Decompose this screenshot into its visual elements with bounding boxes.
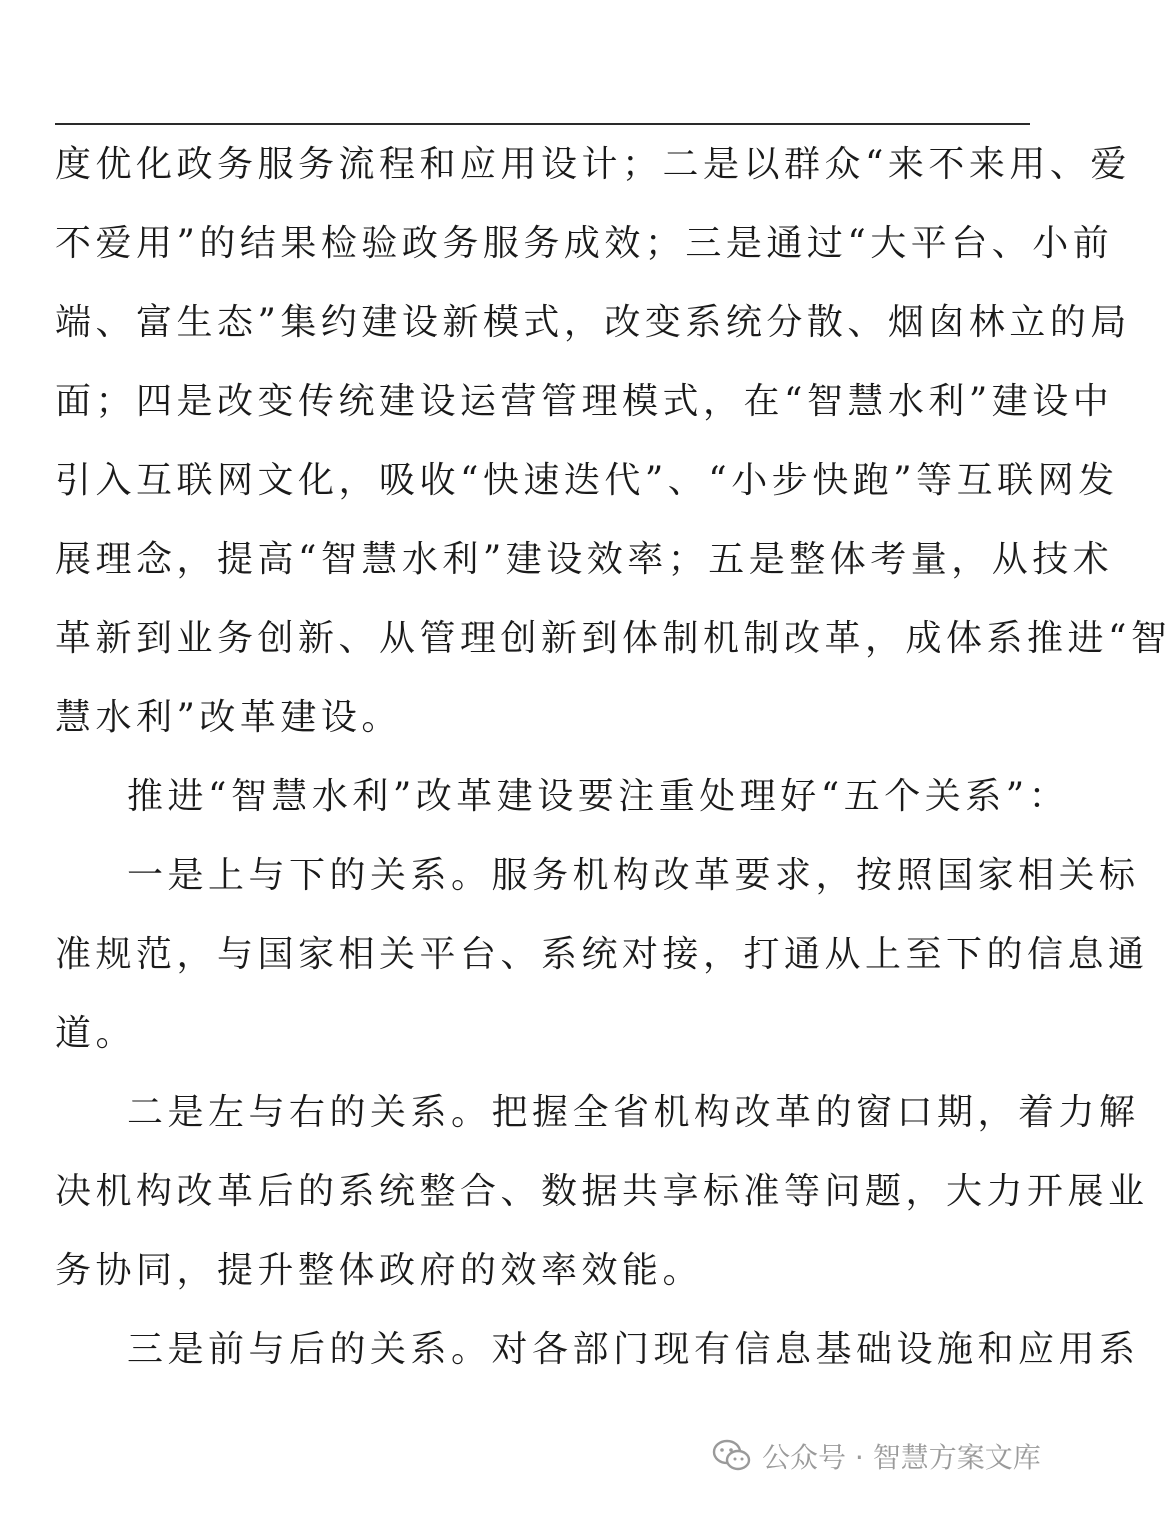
text-line: 端、富生态”集约建设新模式，改变系统分散、烟囱林立的局 <box>55 302 1131 343</box>
text-line: 慧水利”改革建设。 <box>55 697 402 738</box>
text-line: 不爱用”的结果检验政务服务成效；三是通过“大平台、小前 <box>55 223 1114 264</box>
text-line: 准规范，与国家相关平台、系统对接，打通从上至下的信息通 <box>55 934 1149 975</box>
text-line: 革新到业务创新、从管理创新到体制机制改革，成体系推进“智 <box>55 618 1171 659</box>
text-line: 务协同，提升整体政府的效率效能。 <box>55 1250 704 1291</box>
text-line: 三是前与后的关系。对各部门现有信息基础设施和应用系 <box>127 1329 1140 1370</box>
text-line: 面；四是改变传统建设运营管理模式，在“智慧水利”建设中 <box>55 381 1114 422</box>
watermark <box>712 1432 1041 1480</box>
text-line: 推进“智慧水利”改革建设要注重处理好“五个关系”： <box>127 776 1070 817</box>
text-line: 一是上与下的关系。服务机构改革要求，按照国家相关标 <box>127 855 1140 896</box>
text-line: 二是左与右的关系。把握全省机构改革的窗口期，着力解 <box>127 1092 1140 1133</box>
text-line: 决机构改革后的系统整合、数据共享标准等问题，大力开展业 <box>55 1171 1149 1212</box>
header-rule <box>55 123 1030 125</box>
text-line: 引入互联网文化，吸收“快速迭代”、“小步快跑”等互联网发 <box>55 460 1119 501</box>
text-line: 展理念，提高“智慧水利”建设效率；五是整体考量，从技术 <box>55 539 1114 580</box>
text-line: 度优化政务服务流程和应用设计；二是以群众“来不来用、爱 <box>55 144 1131 185</box>
watermark-text: 公众号 · 智慧方案文库 <box>762 1441 1041 1474</box>
text-line: 道。 <box>55 1013 137 1054</box>
wechat-icon <box>712 1439 752 1473</box>
